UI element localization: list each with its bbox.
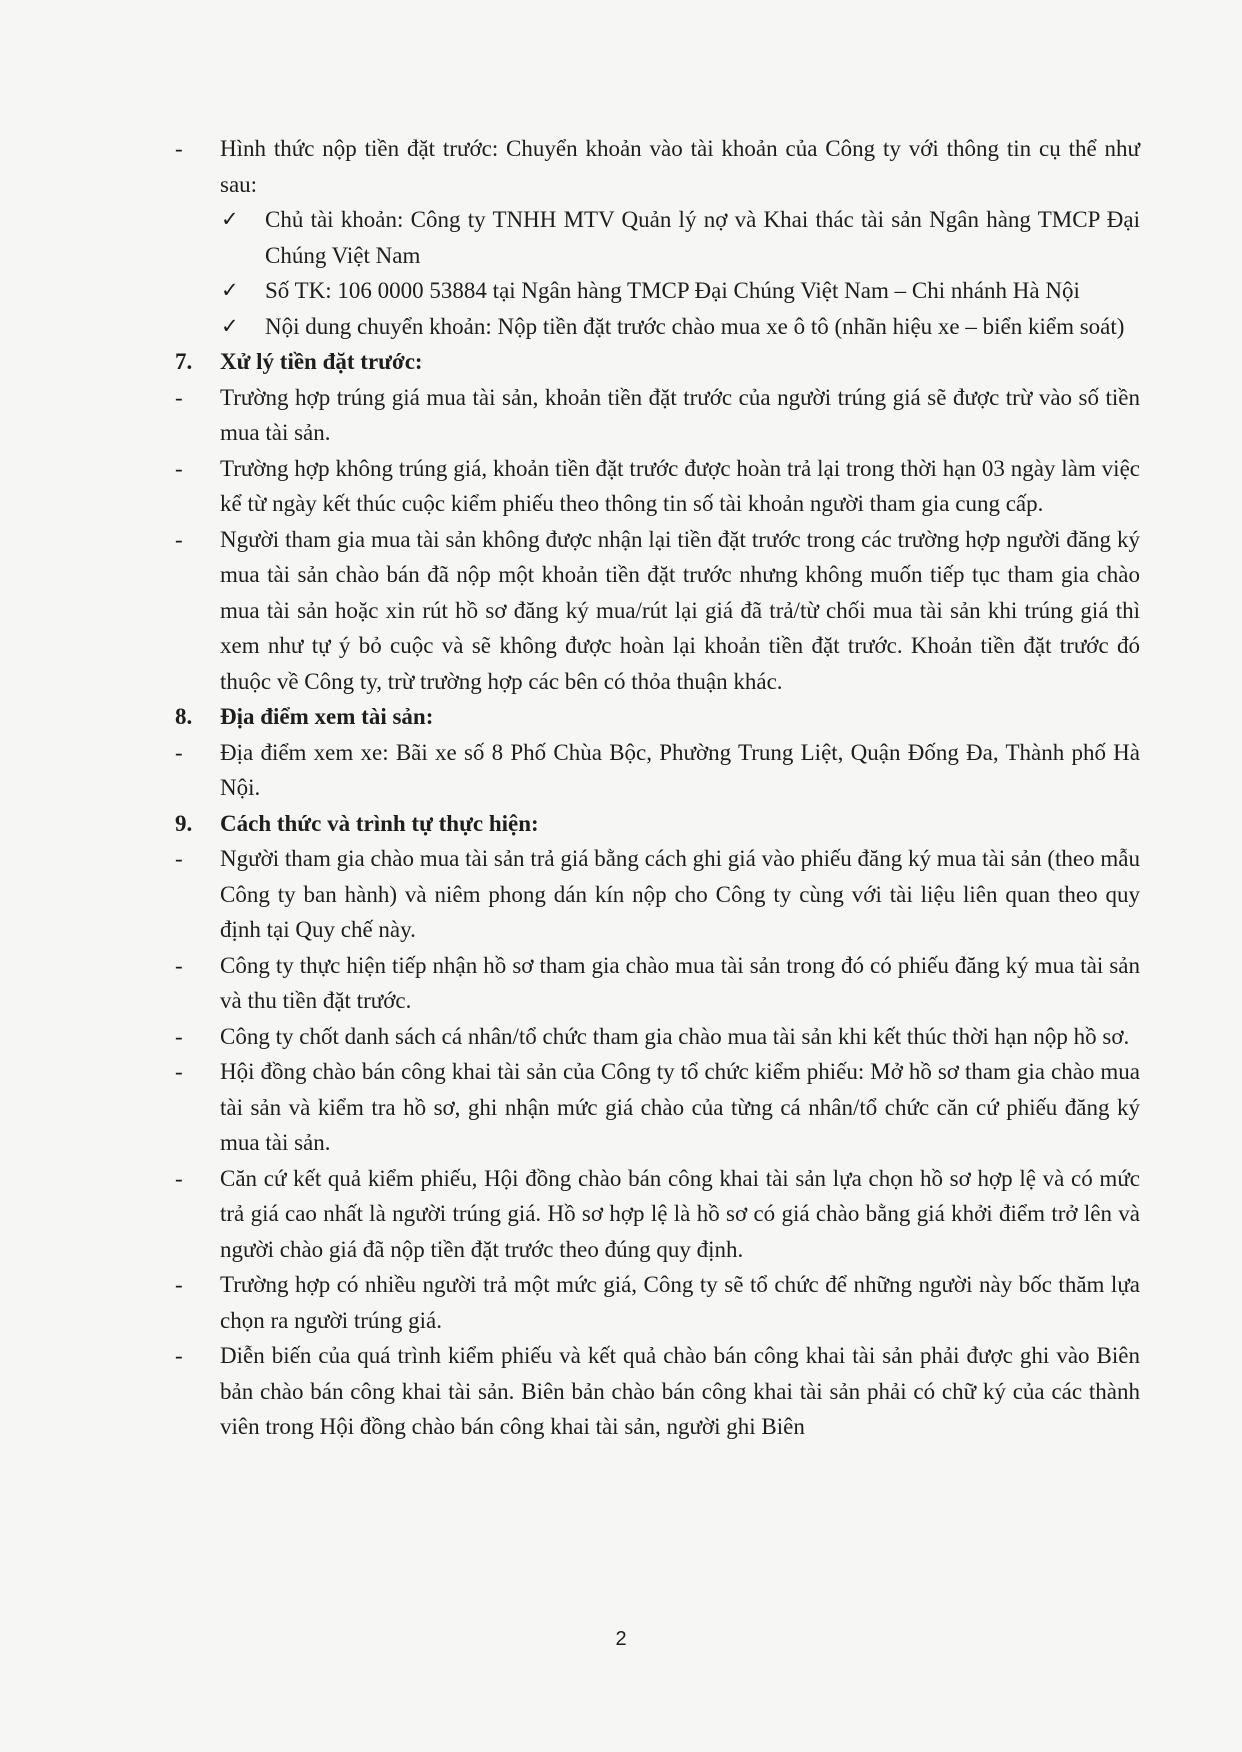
- checkmark-icon: ✓: [221, 207, 239, 231]
- page-number: 2: [615, 1628, 627, 1650]
- list-item-text: Trường hợp trúng giá mua tài sản, khoản tiền đặt trước của người trúng giá sẽ được trừ vào số tiền mua tài sản.: [220, 384, 1140, 445]
- list-item: [175, 948, 1140, 1019]
- list-item-text: Người tham gia chào mua tài sản trả giá bằng cách ghi giá vào phiếu đăng ký mua tài sản (theo mẫu Công ty ban hành) và niêm phong dán kín nộp cho Công ty cùng với tài liệu liên quan theo quy định tại Quy chế này.: [220, 846, 1140, 942]
- list-item-text: Công ty thực hiện tiếp nhận hồ sơ tham gia chào mua tài sản trong đó có phiếu đăng ký mua tài sản và thu tiền đặt trước.: [220, 952, 1140, 1013]
- list-item: [175, 522, 1140, 700]
- dash-marker: -: [175, 1272, 183, 1297]
- section-title: Xử lý tiền đặt trước:: [220, 349, 423, 374]
- list-item-text: Người tham gia mua tài sản không được nhận lại tiền đặt trước trong các trường hợp người đăng ký mua tài sản chào bán đã nộp một khoản tiền đặt trước nhưng không muốn tiếp tục tham gia chào mua tài sản hoặc xin rút hồ sơ đăng ký mua/rút lại giá đã trả/từ chối mua tài sản khi trúng giá thì xem như tự ý bỏ cuộc và sẽ không được hoàn lại khoản tiền đặt trước. Khoản tiền đặt trước đó thuộc về Công ty, trừ trường hợp các bên có thỏa thuận khác.: [220, 526, 1140, 694]
- document-body: [175, 131, 1140, 1445]
- dash-marker: -: [175, 1343, 183, 1368]
- section-9-heading: [175, 806, 1140, 842]
- checkmark-icon: ✓: [221, 278, 239, 302]
- dash-marker: -: [175, 136, 183, 161]
- account-holder-item: [175, 202, 1140, 273]
- section-title: Cách thức và trình tự thực hiện:: [220, 810, 539, 836]
- list-item: [175, 735, 1140, 806]
- section-number: 8.: [175, 704, 193, 729]
- section-title: Địa điểm xem tài sản:: [220, 704, 434, 729]
- list-item-text: Hội đồng chào bán công khai tài sản của Công ty tổ chức kiểm phiếu: Mở hồ sơ tham gia chào mua tài sản và kiểm tra hồ sơ, ghi nhận mức giá chào của từng cá nhân/tổ chức căn cứ phiếu đăng ký mua tài sản.: [220, 1059, 1140, 1155]
- list-item: [175, 1267, 1140, 1338]
- list-item: [175, 1338, 1140, 1445]
- checkmark-icon: ✓: [221, 313, 239, 338]
- dash-marker: -: [175, 1165, 183, 1191]
- dash-marker: -: [175, 455, 183, 481]
- account-number-item: [175, 273, 1140, 309]
- list-item: [175, 841, 1140, 948]
- payment-method-text: Hình thức nộp tiền đặt trước: Chuyển khoản vào tài khoản của Công ty với thông tin cụ thể như sau:: [220, 136, 1140, 197]
- dash-marker: -: [175, 952, 183, 978]
- section-number: 9.: [175, 810, 193, 836]
- list-item: [175, 1161, 1140, 1268]
- list-item-text: Công ty chốt danh sách cá nhân/tổ chức tham gia chào mua tài sản khi kết thúc thời hạn nộp hồ sơ.: [220, 1023, 1130, 1049]
- list-item-text: Địa điểm xem xe: Bãi xe số 8 Phố Chùa Bộc, Phường Trung Liệt, Quận Đống Đa, Thành phố Hà Nội.: [220, 739, 1140, 800]
- section-number: 7.: [175, 349, 193, 374]
- list-item: [175, 451, 1140, 522]
- section-8-heading: [175, 699, 1140, 735]
- dash-marker: -: [175, 1059, 183, 1084]
- list-item: [175, 380, 1140, 451]
- dash-marker: -: [175, 739, 183, 765]
- list-item-text: Diễn biến của quá trình kiểm phiếu và kết quả chào bán công khai tài sản phải được ghi vào Biên bản chào bán công khai tài sản. Biên bản chào bán công khai tài sản phải có chữ ký của các thành viên trong Hội đồng chào bán công khai tài sản, người ghi Biên: [220, 1343, 1140, 1439]
- dash-marker: -: [175, 1023, 183, 1049]
- dash-marker: -: [175, 384, 183, 410]
- transfer-content-item: [175, 309, 1140, 345]
- list-item-text: Trường hợp không trúng giá, khoản tiền đặt trước được hoàn trả lại trong thời hạn 03 ngày làm việc kể từ ngày kết thúc cuộc kiểm phiếu theo thông tin số tài khoản người tham gia cung cấp.: [220, 455, 1140, 516]
- account-number-text: Số TK: 106 0000 53884 tại Ngân hàng TMCP Đại Chúng Việt Nam – Chi nhánh Hà Nội: [265, 278, 1080, 303]
- section-7-heading: [175, 344, 1140, 380]
- transfer-content-text: Nội dung chuyển khoản: Nộp tiền đặt trước chào mua xe ô tô (nhãn hiệu xe – biển kiểm soát): [265, 313, 1125, 339]
- list-item: [175, 1054, 1140, 1161]
- list-item: [175, 1019, 1140, 1055]
- dash-marker: -: [175, 526, 183, 552]
- account-holder-text: Chủ tài khoản: Công ty TNHH MTV Quản lý nợ và Khai thác tài sản Ngân hàng TMCP Đại Chúng Việt Nam: [265, 207, 1140, 268]
- payment-method-item: [175, 131, 1140, 202]
- list-item-text: Căn cứ kết quả kiểm phiếu, Hội đồng chào bán công khai tài sản lựa chọn hồ sơ hợp lệ và có mức trả giá cao nhất là người trúng giá. Hồ sơ hợp lệ là hồ sơ có giá chào bằng giá khởi điểm trở lên và người chào giá đã nộp tiền đặt trước theo đúng quy định.: [220, 1165, 1140, 1262]
- dash-marker: -: [175, 846, 183, 871]
- list-item-text: Trường hợp có nhiều người trả một mức giá, Công ty sẽ tổ chức để những người này bốc thăm lựa chọn ra người trúng giá.: [220, 1272, 1140, 1333]
